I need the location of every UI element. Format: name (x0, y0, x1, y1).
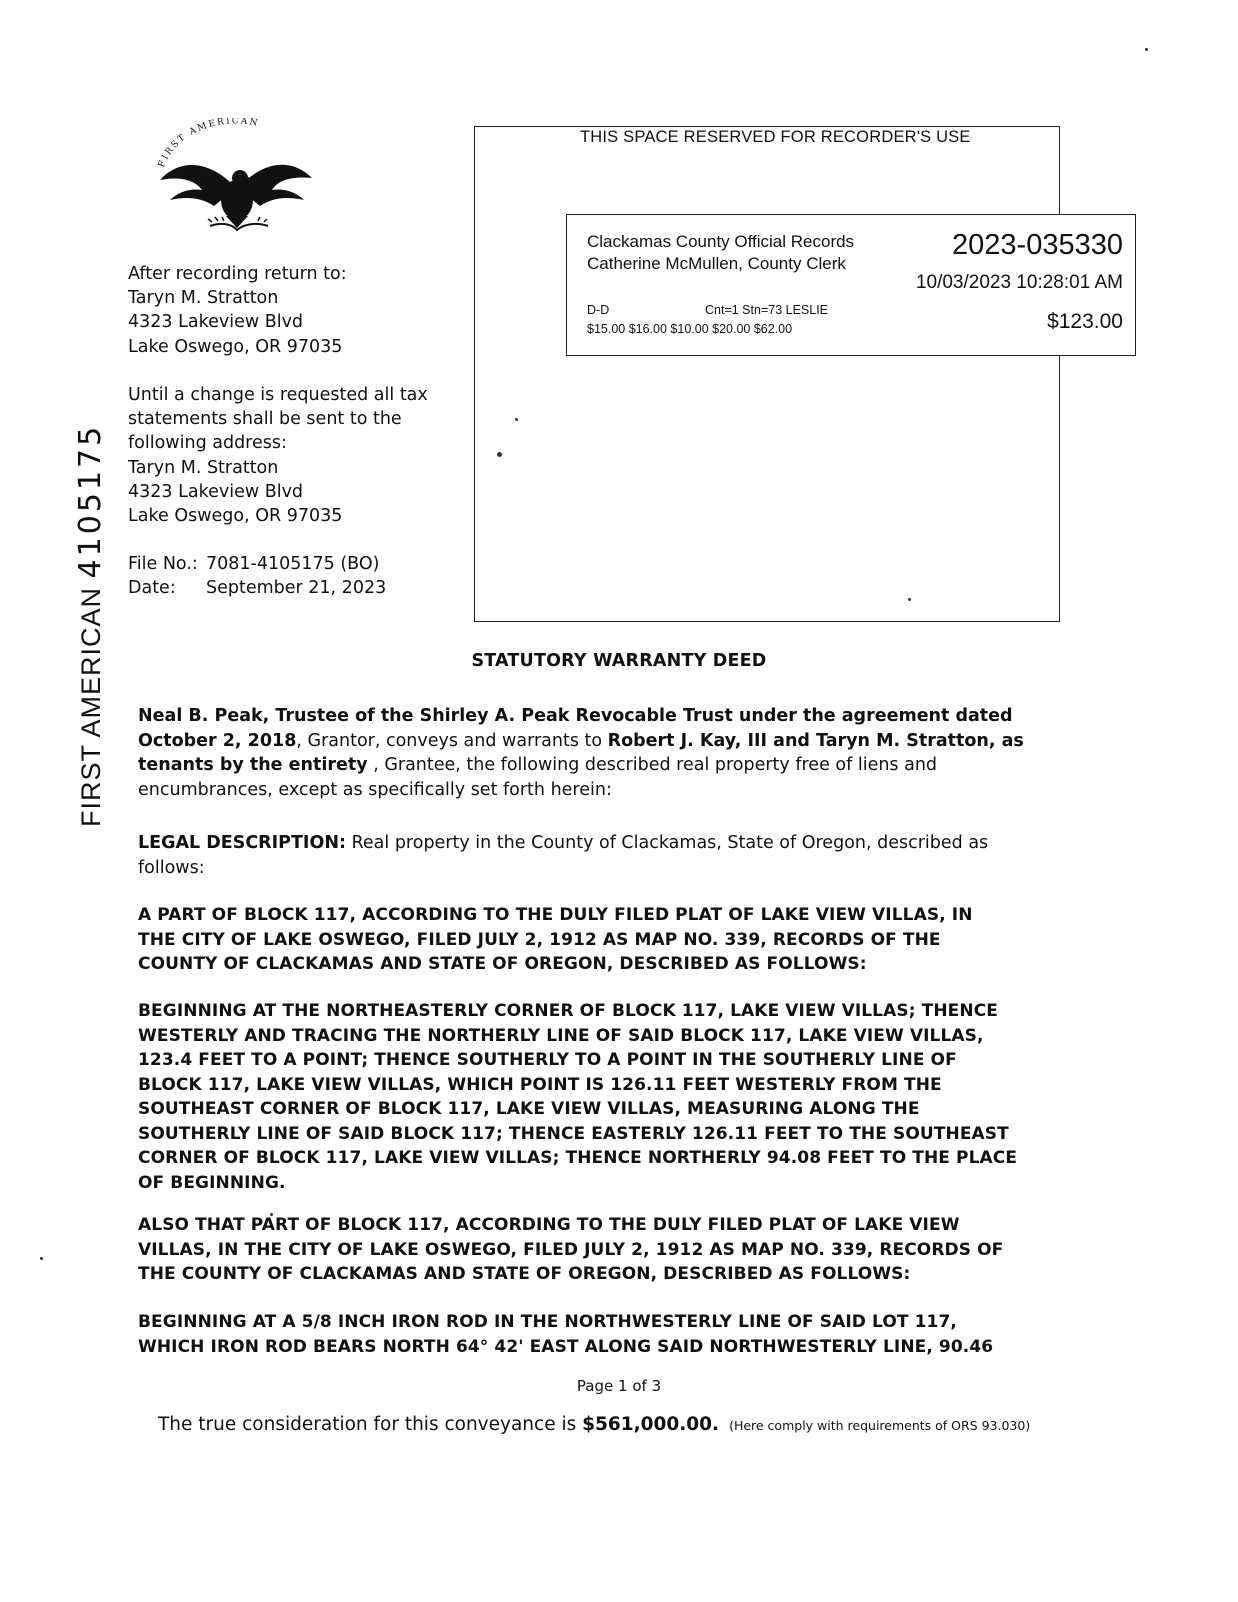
scan-speck (40, 1257, 43, 1260)
return-to-heading: After recording return to: (128, 264, 347, 284)
tax-street: 4323 Lakeview Blvd (128, 481, 304, 502)
paragraph-line: BEGINNING AT THE NORTHEASTERLY CORNER OF BLOCK 117, LAKE VIEW VILLAS; THENCE (138, 1001, 998, 1021)
side-printed-text: FIRST AMERICAN (76, 586, 106, 827)
tax-line-3: following address: (128, 433, 287, 454)
recording-stamp (566, 214, 1136, 356)
recorder-space-title: THIS SPACE RESERVED FOR RECORDER'S USE (580, 128, 971, 146)
recorder-space-box (474, 126, 1060, 622)
date-value: September 21, 2023 (206, 578, 387, 599)
logo-arc-text: FIRST AMERICAN (157, 118, 261, 169)
legal-paragraph-4 (138, 1310, 1078, 1359)
count-station: Cnt=1 Stn=73 LESLIE (705, 303, 829, 317)
paragraph-line: BLOCK 117, LAKE VIEW VILLAS, WHICH POINT IS 126.11 FEET WESTERLY FROM THE (138, 1074, 942, 1095)
deed-title: STATUTORY WARRANTY DEED (471, 651, 767, 671)
paragraph-line: VILLAS, IN THE CITY OF LAKE OSWEGO, FILED JULY 2, 1912 AS MAP NO. 339, RECORDS OF (138, 1239, 1004, 1260)
page-word: Page (576, 1377, 614, 1395)
grantee-names: Robert J. Kay, III and Taryn M. Stratton, as (607, 730, 1024, 751)
scan-speck (1145, 48, 1148, 51)
office-line-2: Catherine McMullen, County Clerk (587, 254, 846, 273)
scan-speck (497, 452, 502, 457)
tax-statements-block (128, 383, 448, 528)
scan-speck (515, 418, 518, 421)
consideration-statement (158, 1414, 1030, 1435)
legal-paragraph-2 (138, 999, 1078, 1195)
legal-description (138, 831, 1078, 880)
page-total: 3 (651, 1377, 662, 1395)
grant-clause-2: , Grantee, the following described real property free of liens and (367, 755, 938, 775)
side-file-note (73, 407, 107, 827)
recorded-timestamp: 10/03/2023 10:28:01 AM (915, 272, 1123, 293)
consideration-text: The true consideration for this conveyance is (158, 1414, 583, 1435)
eagle-icon (140, 118, 330, 248)
file-no-value: 7081-4105175 (BO) (206, 554, 380, 574)
return-to-street: 4323 Lakeview Blvd (128, 312, 304, 333)
document-number: 2023-035330 (952, 229, 1123, 261)
paragraph-line: WHICH IRON ROD BEARS NORTH 64° 42' EAST ALONG SAID NORTHWESTERLY LINE, 90.46 (138, 1336, 994, 1357)
date-label: Date: (128, 578, 176, 599)
tax-line-2: statements shall be sent to the (128, 409, 402, 430)
page-of: of (632, 1377, 647, 1395)
grant-clause-3: encumbrances, except as specifically set forth herein: (138, 779, 612, 800)
office-line-1: Clackamas County Official Records (587, 232, 855, 251)
consideration-note: (Here comply with requirements of ORS 93.030) (729, 1418, 1031, 1433)
tax-city: Lake Oswego, OR 97035 (128, 506, 343, 527)
paragraph-line: CORNER OF BLOCK 117, LAKE VIEW VILLAS; THENCE NORTHERLY 94.08 FEET TO THE PLACE (138, 1148, 1018, 1168)
paragraph-line: THE CITY OF LAKE OSWEGO, FILED JULY 2, 1912 AS MAP NO. 339, RECORDS OF THE (138, 929, 941, 950)
legal-paragraph-3 (138, 1213, 1078, 1287)
paragraph-line: ALSO THAT PART OF BLOCK 117, ACCORDING TO THE DULY FILED PLAT OF LAKE VIEW (138, 1215, 960, 1235)
paragraph-line: SOUTHEAST CORNER OF BLOCK 117, LAKE VIEW VILLAS, MEASURING ALONG THE (138, 1099, 920, 1119)
first-american-logo (140, 118, 330, 248)
return-to-name: Taryn M. Stratton (128, 288, 279, 309)
paragraph-line: COUNTY OF CLACKAMAS AND STATE OF OREGON, DESCRIBED AS FOLLOWS: (138, 954, 867, 974)
page-number (0, 1377, 1238, 1395)
tenancy: tenants by the entirety (138, 755, 368, 775)
page-current: 1 (617, 1377, 628, 1395)
legal-label: LEGAL DESCRIPTION: (138, 833, 346, 853)
fee-total: $123.00 (1047, 310, 1123, 333)
recording-office (587, 231, 854, 275)
file-no-label: File No.: (128, 554, 198, 574)
trust-date: October 2, 2018 (138, 730, 297, 751)
paragraph-line: SOUTHERLY LINE OF SAID BLOCK 117; THENCE EASTERLY 126.11 FEET TO THE SOUTHEAST (138, 1123, 1009, 1144)
legal-text-1: Real property in the County of Clackamas, State of Oregon, described as (345, 833, 989, 853)
consideration-amount: $561,000.00. (582, 1414, 720, 1435)
paragraph-line: 123.4 FEET TO A POINT; THENCE SOUTHERLY TO A POINT IN THE SOUTHERLY LINE OF (138, 1050, 957, 1070)
fee-breakdown: $15.00 $16.00 $10.00 $20.00 $62.00 (587, 322, 793, 336)
paragraph-line: A PART OF BLOCK 117, ACCORDING TO THE DULY FILED PLAT OF LAKE VIEW VILLAS, IN (138, 905, 973, 925)
grant-clause: , Grantor, conveys and warrants to (296, 730, 608, 751)
paragraph-line: OF BEGINNING. (138, 1172, 286, 1193)
file-info-block (128, 552, 468, 600)
paragraph-line: WESTERLY AND TRACING THE NORTHERLY LINE OF SAID BLOCK 117, LAKE VIEW VILLAS, (138, 1025, 984, 1046)
paragraph-line: THE COUNTY OF CLACKAMAS AND STATE OF OREGON, DESCRIBED AS FOLLOWS: (138, 1264, 911, 1284)
side-handwritten-number: 4105175 (73, 423, 108, 579)
document-code: D-D (587, 303, 610, 317)
legal-paragraph-1 (138, 903, 1078, 977)
return-to-city: Lake Oswego, OR 97035 (128, 336, 343, 357)
paragraph-line: BEGINNING AT A 5/8 INCH IRON ROD IN THE NORTHWESTERLY LINE OF SAID LOT 117, (138, 1312, 957, 1332)
return-to-block (128, 262, 448, 359)
grantor-name: Neal B. Peak, Trustee of the Shirley A. Peak Revocable Trust under the agreement dated (138, 706, 1013, 726)
legal-text-2: follows: (138, 857, 205, 878)
tax-line-1: Until a change is requested all tax (128, 385, 428, 405)
tax-name: Taryn M. Stratton (128, 457, 279, 478)
scan-speck (908, 598, 911, 601)
grant-paragraph (138, 704, 1078, 802)
